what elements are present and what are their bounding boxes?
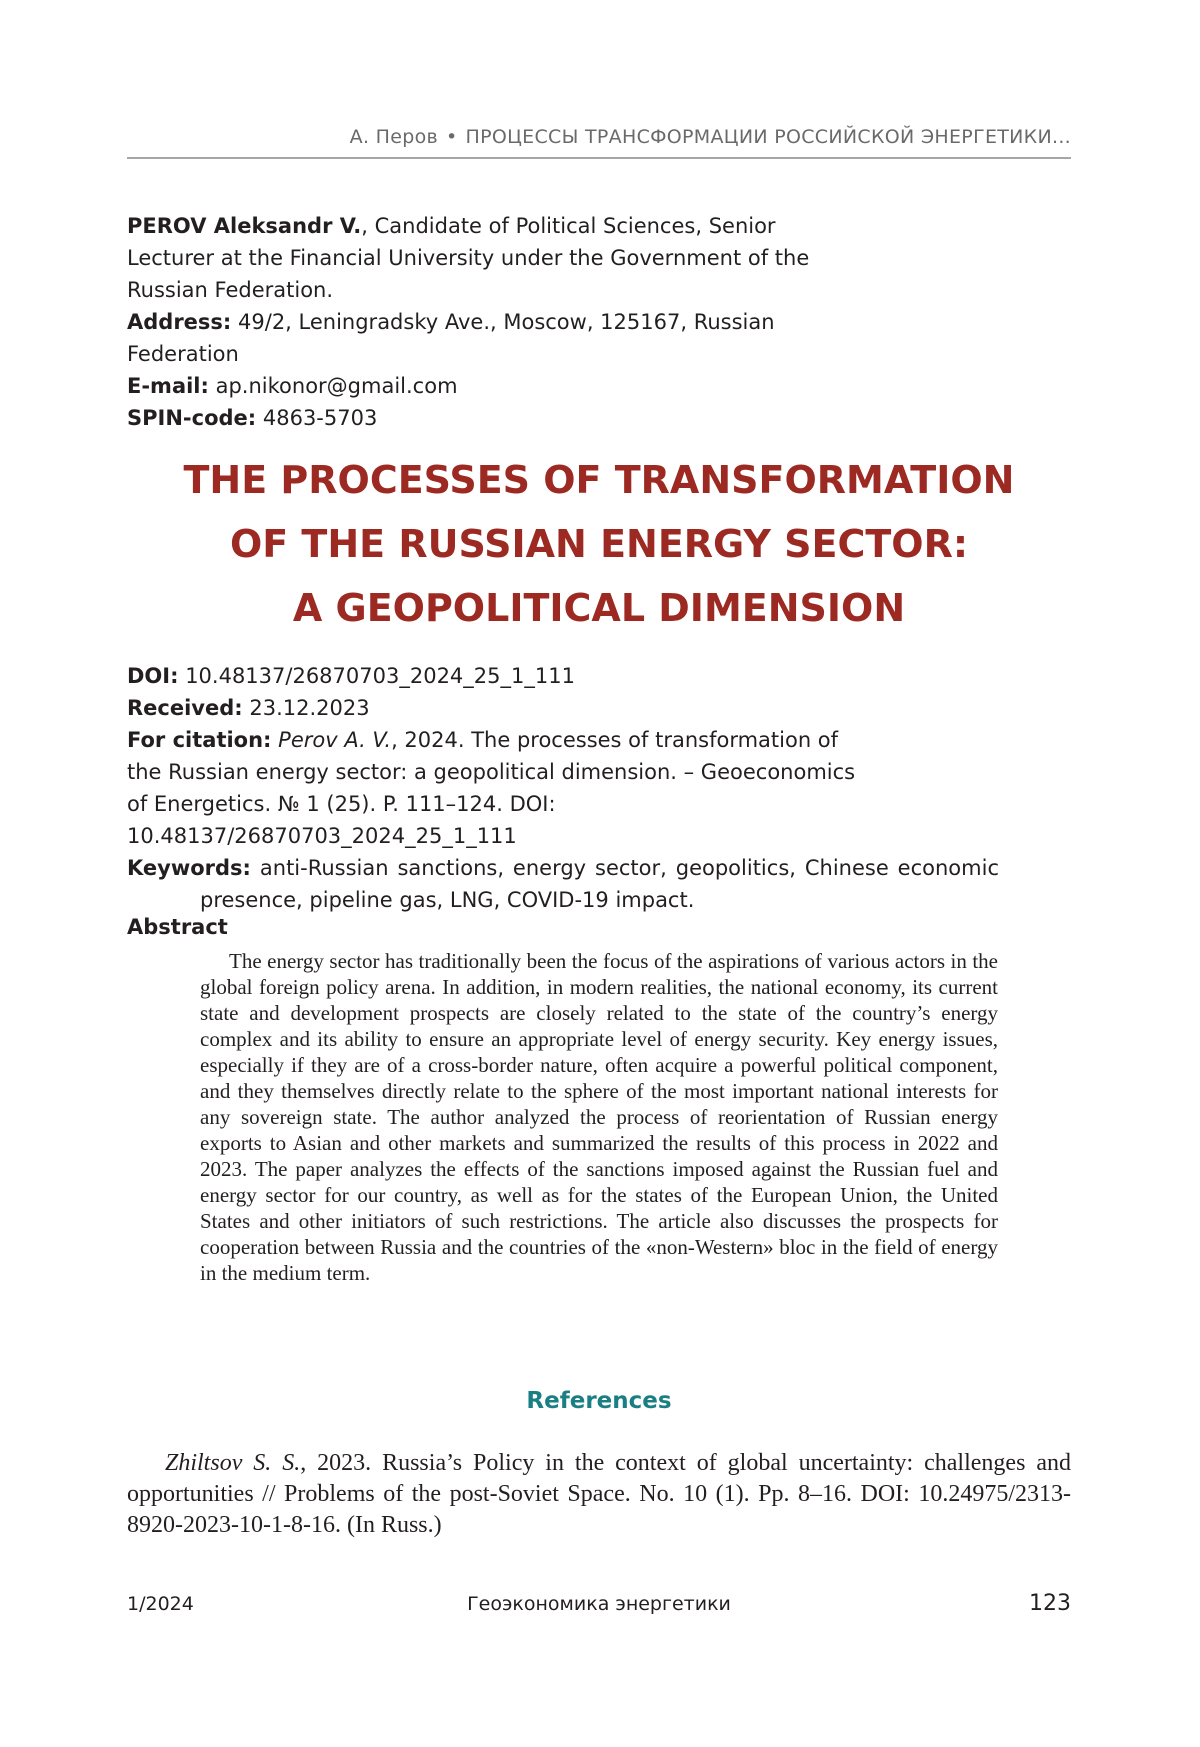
author-email bbox=[127, 370, 857, 402]
citation-line bbox=[127, 724, 857, 852]
author-address bbox=[127, 306, 857, 370]
spin-label: SPIN-code: bbox=[127, 406, 257, 430]
spin-value: 4863-5703 bbox=[262, 406, 378, 430]
author-info bbox=[127, 210, 857, 434]
received-label: Received: bbox=[127, 696, 243, 720]
reference-paragraph bbox=[127, 1448, 1071, 1541]
footer-issue: 1/2024 bbox=[127, 1593, 194, 1615]
abstract-paragraph: The energy sector has traditionally been the focus of the aspirations of various actors in the global foreign policy arena. In addition, in modern realities, the national economy, its current state and development prospects are closely related to the state of the country’s energy complex and its ability to ensure an appropriate level of energy security. Key energy issues, especially if they are of a cross-border nature, often acquire a powerful political component, and they themselves directly relate to the sphere of the most important national interests for any sovereign state. The author analyzed the process of reorientation of Russian energy exports to Asian and other markets and summarized the results of this process in 2022 and 2023. The paper analyzes the effects of the sanctions imposed against the Russian fuel and energy sector for our country, as well as for the states of the European Union, the United States and other initiators of such restrictions. The article also discusses the prospects for cooperation between Russia and the countries of the «non-Western» bloc in the field of energy in the medium term. bbox=[200, 949, 998, 1285]
keywords-label: Keywords: bbox=[127, 856, 251, 880]
keywords-value: anti-Russian sanctions, energy sector, geopolitics, Chinese economic presence, pipeline gas, LNG, COVID-19 impact. bbox=[200, 856, 999, 912]
doi-line bbox=[127, 660, 999, 692]
running-head-author: А. Перов bbox=[349, 126, 439, 148]
keywords-line bbox=[127, 852, 999, 916]
title-line-3: A GEOPOLITICAL DIMENSION bbox=[292, 586, 906, 630]
page-number: 123 bbox=[1029, 1591, 1071, 1616]
reference-text: , 2023. Russia’s Policy in the context of global uncertainty: challenges and opportunities // Problems of the post-Soviet Space. No. 10 (1). Pp. 8–16. DOI: 10.24975/2313-8920-2023-10-1-8-16. (In Russ.) bbox=[127, 1450, 1071, 1538]
author-affiliation bbox=[127, 210, 857, 306]
running-head-title: ПРОЦЕССЫ ТРАНСФОРМАЦИИ РОССИЙСКОЙ ЭНЕРГЕТИКИ... bbox=[465, 126, 1071, 148]
references-heading: References bbox=[526, 1388, 672, 1414]
author-spin bbox=[127, 402, 857, 434]
citation-label: For citation: bbox=[127, 728, 272, 752]
footer-journal: Геоэкономика энергетики bbox=[467, 1593, 731, 1615]
article-metadata bbox=[127, 660, 999, 916]
received-line bbox=[127, 692, 999, 724]
doi-label: DOI: bbox=[127, 664, 179, 688]
author-name: PEROV Aleksandr V. bbox=[127, 214, 362, 238]
header-rule bbox=[127, 157, 1071, 159]
reference-item bbox=[127, 1448, 1071, 1541]
abstract-heading: Abstract bbox=[127, 915, 228, 939]
article-title bbox=[127, 448, 1071, 640]
title-line-1: THE PROCESSES OF TRANSFORMATION bbox=[183, 458, 1015, 502]
author-position: , Candidate of Political Sciences, Senior Lecturer at the Financial University under the Government of the Russian Federation. bbox=[127, 214, 810, 302]
running-head-separator: • bbox=[446, 126, 458, 148]
citation-text: , 2024. The processes of transformation of the Russian energy sector: a geopolitical dimension. – Geoeconomics of Energetics. № 1 (25). P. 111–124. DOI: 10.48137/26870703_2024_25_1_111 bbox=[127, 728, 856, 848]
title-line-2: OF THE RUSSIAN ENERGY SECTOR: bbox=[229, 522, 969, 566]
address-label: Address: bbox=[127, 310, 232, 334]
email-label: E-mail: bbox=[127, 374, 209, 398]
running-head bbox=[127, 126, 1071, 148]
received-value: 23.12.2023 bbox=[249, 696, 370, 720]
email-value: ap.nikonor@gmail.com bbox=[215, 374, 458, 398]
reference-author: Zhiltsov S. S. bbox=[165, 1450, 301, 1476]
abstract-body bbox=[200, 948, 998, 1286]
address-value: 49/2, Leningradsky Ave., Moscow, 125167, Russian Federation bbox=[127, 310, 775, 366]
doi-value: 10.48137/26870703_2024_25_1_111 bbox=[185, 664, 575, 688]
citation-author: Perov A. V. bbox=[278, 728, 392, 752]
